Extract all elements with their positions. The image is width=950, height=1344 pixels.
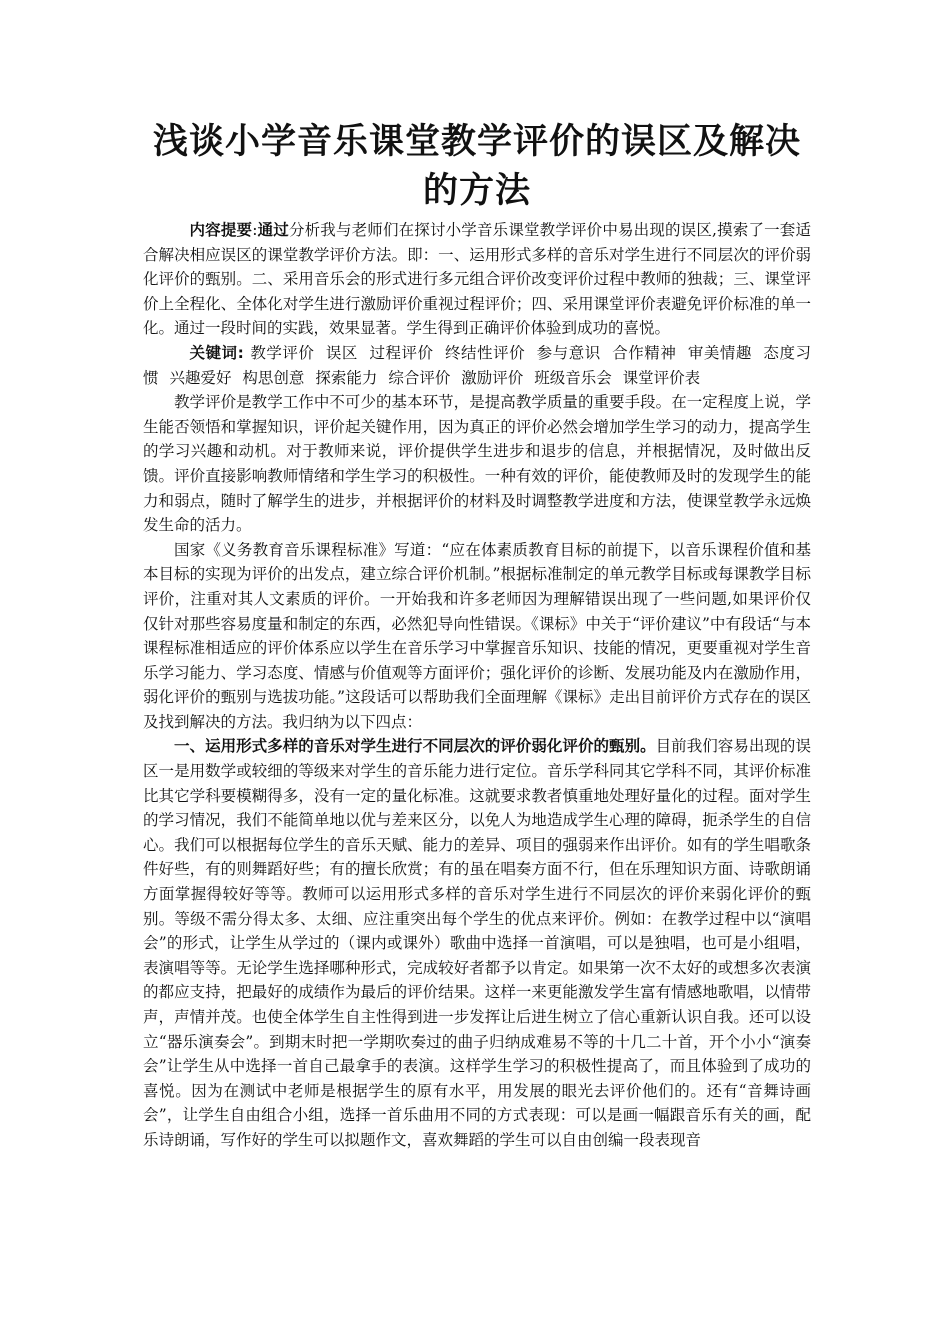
keywords-paragraph [143,341,811,390]
keyword-item: 探索能力 [315,368,378,387]
abstract-paragraph [143,218,811,341]
abstract-label: 内容提要 [189,221,253,239]
keyword-item: 审美情趣 [687,343,752,362]
keyword-item: 合作精神 [612,343,677,362]
keyword-item: 参与意识 [536,343,601,362]
body-paragraph-2: 国家《义务教育音乐课程标准》写道：“应在体素质教育目标的前提下，以音乐课程价值和基本目标的实现为评价的出发点，建立综合评价机制。”根据标准制定的单元教学目标或每课教学目标评价，注重对其人文素质的评价。一开始我和许多老师因为理解错误出现了一些问题,如果评价仅仅针对那些容易度量和制定的东西，必然犯导向性错误。《课标》中关于“评价建议”中有段话“与本课程标准相适应的评价体系应以学生在音乐学习中掌握音乐知识、技能的情况，更要重视对学生音乐学习能力、学习态度、情感与价值观等方面评价；强化评价的诊断、发展功能及内在激励作用，弱化评价的甄别与选拔功能。”这段话可以帮助我们全面理解《课标》走出目前评价方式存在的误区及找到解决的方法。我归纳为以下四点： [143,540,811,731]
abstract-lead: 通过 [257,221,289,239]
keyword-item: 课堂评价表 [622,368,701,387]
abstract-separator: : [252,221,258,239]
keyword-item: 综合评价 [388,368,451,387]
keyword-item: 态度习惯 [143,343,811,387]
body-paragraph-3 [143,734,811,1152]
keyword-item: 班级音乐会 [534,368,612,387]
document-page [143,118,811,1153]
body-paragraph-1: 教学评价是教学工作中不可少的基本环节，是提高教学质量的重要手段。在一定程度上说，学生能否领悟和掌握知识，评价起关键作用，因为真正的评价必然会增加学生学习的动力，提高学生的学习兴趣和动机。对于教师来说，评价提供学生进步和退步的信息，并根据情况，及时做出反馈。评价直接影响教师情绪和学生学习的积极性。一种有效的评价，能使教师及时的发现学生的能力和弱点，随时了解学生的进步，并根据评价的材料及时调整教学进度和方法，使课堂教学永远焕发生命的活力。 [143,393,811,535]
keywords-label: 关键词: [189,343,244,362]
keyword-item: 误区 [325,343,358,362]
document-title: 浅谈小学音乐课堂教学评价的误区及解决的方法 [152,122,801,211]
keyword-item: 兴趣爱好 [169,368,232,387]
keyword-item: 构思创意 [242,368,305,387]
abstract-text: 分析我与老师们在探讨小学音乐课堂教学评价中易出现的误区,摸索了一套适合解决相应误区的课堂教学评价方法。即：一、运用形式多样的音乐对学生进行不同层次的评价弱化评价的甄别。二、采用音乐会的形式进行多元组合评价改变评价过程中教师的独裁；三、课堂评价上全程化、全体化对学生进行激励评价重视过程评价；四、采用课堂评价表避免评价标准的单一化。通过一段时间的实践，效果显著。学生得到正确评价体验到成功的喜悦。 [143,221,811,338]
section-body-1: 目前我们容易出现的误区一是用数学或较细的等级来对学生的音乐能力进行定位。音乐学科同其它学科不同，其评价标准比其它学科要模糊得多，没有一定的量化标准。这就要求教者慎重地处理好量化的过程。面对学生的学习情况，我们不能简单地以优与差来区分，以免人为地造成学生心理的障碍，扼杀学生的自信心。我们可以根据每位学生的音乐天赋、能力的差异、项目的强弱来作出评价。如有的学生唱歌条件好些，有的则舞蹈好些；有的擅长欣赏；有的虽在唱奏方面不行，但在乐理知识方面、诗歌朗诵方面掌握得较好等等。教师可以运用形式多样的音乐对学生进行不同层次的评价来弱化评价的甄别。等级不需分得太多、太细、应注重突出每个学生的优点来评价。例如：在教学过程中以“演唱会”的形式，让学生从学过的（课内或课外）歌曲中选择一首演唱，可以是独唱，也可是小组唱，表演唱等等。无论学生选择哪种形式，完成较好者都予以肯定。如果第一次不太好的或想多次表演的都应支持，把最好的成绩作为最后的评价结果。这样一来更能激发学生富有情感地歌唱，以情带声，声情并茂。也使全体学生自主性得到进一步发挥让后进生树立了信心重新认识自我。还可以设立“器乐演奏会”。到期末时把一学期吹奏过的曲子归纳成难易不等的十几二十首，开个小小“演奏会”让学生从中选择一首自己最拿手的表演。这样学生学习的积极性提高了，而且体验到了成功的喜悦。因为在测试中老师是根据学生的原有水平，用发展的眼光去评价他们的。还有“音舞诗画会”，让学生自由组合小组，选择一首乐曲用不同的方式表现：可以是画一幅跟音乐有关的画，配乐诗朗诵，写作好的学生可以拟题作文，喜欢舞蹈的学生可以自由创编一段表现音 [143,737,811,1149]
keyword-item: 激励评价 [461,368,524,387]
keyword-item: 过程评价 [369,343,434,362]
section-heading-1: 一、运用形式多样的音乐对学生进行不同层次的评价弱化评价的甄别。 [174,737,656,756]
keyword-item: 终结性评价 [445,343,526,362]
keyword-item: 教学评价 [249,343,315,362]
